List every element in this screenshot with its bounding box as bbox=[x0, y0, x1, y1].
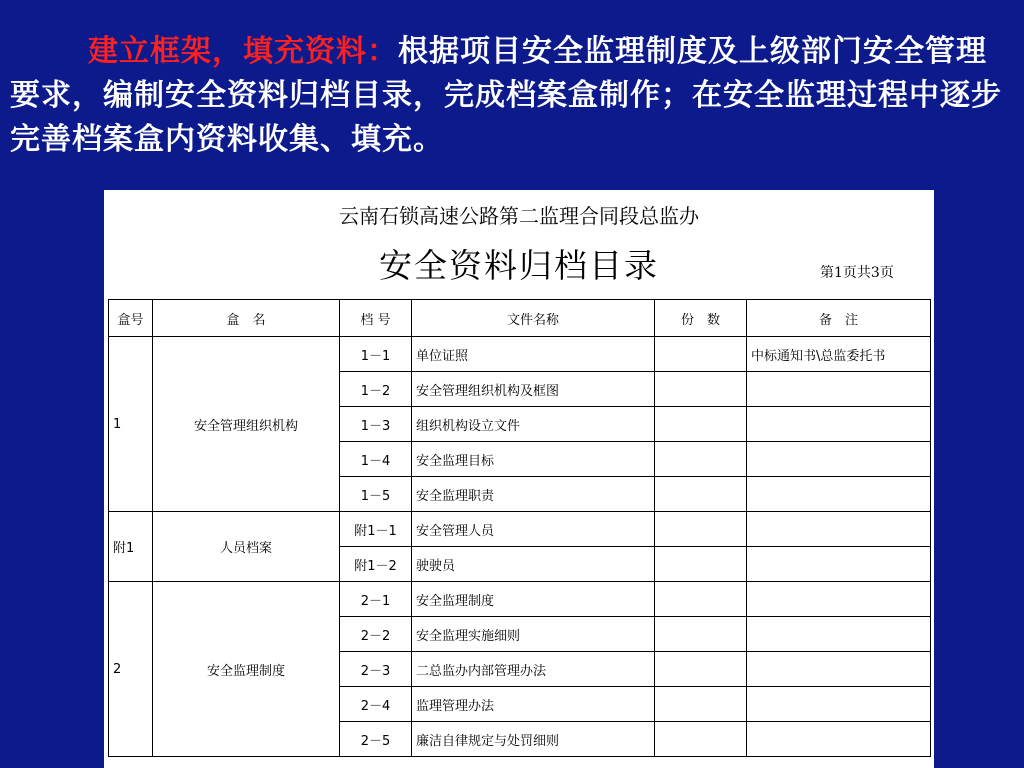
copies-cell bbox=[655, 547, 747, 582]
note-cell: 中标通知书\总监委托书 bbox=[747, 337, 931, 372]
box-name-cell: 人员档案 bbox=[153, 512, 340, 582]
column-header-box-name: 盒 名 bbox=[153, 300, 340, 337]
file-name-cell: 安全监理职责 bbox=[412, 477, 655, 512]
table-header-row bbox=[109, 300, 931, 337]
column-header-box-no: 盒号 bbox=[109, 300, 153, 337]
column-header-copies: 份 数 bbox=[655, 300, 747, 337]
note-cell bbox=[747, 477, 931, 512]
file-name-cell: 驶驶员 bbox=[412, 547, 655, 582]
organization-name: 云南石锁高速公路第二监理合同段总监办 bbox=[339, 204, 699, 228]
copies-cell bbox=[655, 687, 747, 722]
file-number-cell: 1－2 bbox=[340, 372, 412, 407]
copies-cell bbox=[655, 372, 747, 407]
box-number-cell: 1 bbox=[109, 337, 153, 512]
file-name-cell: 组织机构设立文件 bbox=[412, 407, 655, 442]
note-cell bbox=[747, 372, 931, 407]
copies-cell bbox=[655, 652, 747, 687]
file-number-cell: 2－4 bbox=[340, 687, 412, 722]
file-number-cell: 2－1 bbox=[340, 582, 412, 617]
copies-cell bbox=[655, 512, 747, 547]
file-number-cell: 1－4 bbox=[340, 442, 412, 477]
copies-cell bbox=[655, 477, 747, 512]
note-cell bbox=[747, 442, 931, 477]
box-name-cell: 安全监理制度 bbox=[153, 582, 340, 757]
box-name-cell: 安全管理组织机构 bbox=[153, 337, 340, 512]
catalog-table bbox=[108, 299, 931, 757]
copies-cell bbox=[655, 407, 747, 442]
catalog-body bbox=[109, 337, 931, 757]
note-cell bbox=[747, 617, 931, 652]
box-number-cell: 附1 bbox=[109, 512, 153, 582]
note-cell bbox=[747, 512, 931, 547]
copies-cell bbox=[655, 722, 747, 757]
document-title: 安全资料归档目录 bbox=[379, 246, 659, 285]
note-cell bbox=[747, 722, 931, 757]
file-name-cell: 监理管理办法 bbox=[412, 687, 655, 722]
file-number-cell: 附1－1 bbox=[340, 512, 412, 547]
file-number-cell: 附1－2 bbox=[340, 547, 412, 582]
file-number-cell: 2－2 bbox=[340, 617, 412, 652]
note-cell bbox=[747, 547, 931, 582]
file-number-cell: 2－5 bbox=[340, 722, 412, 757]
file-number-cell: 1－1 bbox=[340, 337, 412, 372]
column-header-note: 备 注 bbox=[747, 300, 931, 337]
file-number-cell: 2－3 bbox=[340, 652, 412, 687]
archive-catalog-document bbox=[104, 190, 934, 768]
table-row bbox=[109, 582, 931, 617]
copies-cell bbox=[655, 337, 747, 372]
box-number-cell: 2 bbox=[109, 582, 153, 757]
copies-cell bbox=[655, 617, 747, 652]
file-name-cell: 廉洁自律规定与处罚细则 bbox=[412, 722, 655, 757]
note-cell bbox=[747, 582, 931, 617]
note-cell bbox=[747, 652, 931, 687]
file-name-cell: 安全管理人员 bbox=[412, 512, 655, 547]
copies-cell bbox=[655, 442, 747, 477]
note-cell bbox=[747, 687, 931, 722]
headline-highlight: 建立框架，填充资料： bbox=[88, 34, 398, 69]
copies-cell bbox=[655, 582, 747, 617]
file-name-cell: 安全监理实施细则 bbox=[412, 617, 655, 652]
file-number-cell: 1－3 bbox=[340, 407, 412, 442]
file-name-cell: 安全监理目标 bbox=[412, 442, 655, 477]
file-name-cell: 单位证照 bbox=[412, 337, 655, 372]
note-cell bbox=[747, 407, 931, 442]
file-name-cell: 安全监理制度 bbox=[412, 582, 655, 617]
file-name-cell: 安全管理组织机构及框图 bbox=[412, 372, 655, 407]
headline bbox=[10, 30, 1014, 162]
column-header-file-no: 档 号 bbox=[340, 300, 412, 337]
column-header-file-name: 文件名称 bbox=[412, 300, 655, 337]
file-number-cell: 1－5 bbox=[340, 477, 412, 512]
page-info: 第1页共3页 bbox=[820, 265, 894, 281]
table-row bbox=[109, 512, 931, 547]
headline-text: 根据项目安全监理制度及上级部门安全管理要求，编制安全资料归档目录，完成档案盒制作；在安全监理过程中逐步完善档案盒内资料收集、填充。 bbox=[10, 34, 1002, 157]
table-row bbox=[109, 337, 931, 372]
file-name-cell: 二总监办内部管理办法 bbox=[412, 652, 655, 687]
